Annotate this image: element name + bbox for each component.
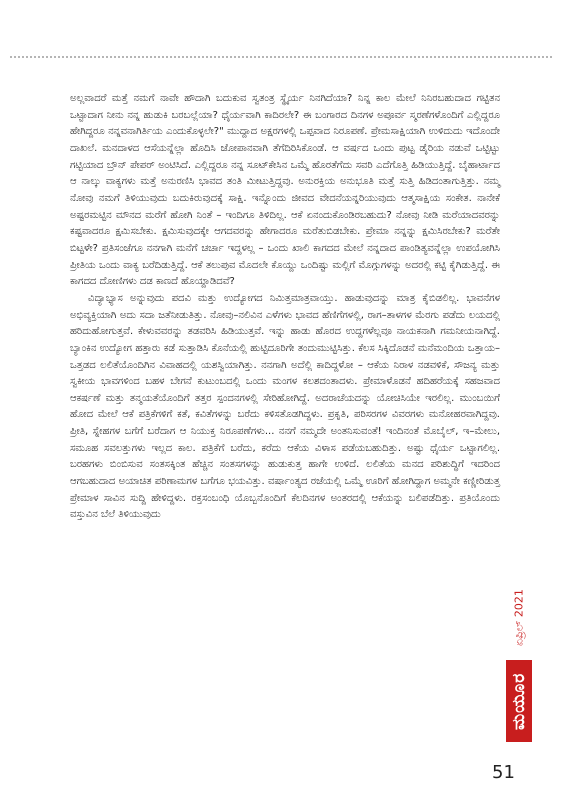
magazine-logo: ಮಯೂರ: [506, 660, 532, 742]
article-body: [70, 91, 500, 524]
issue-date: ಏಪ್ರಿಲ್ 2021: [512, 589, 526, 647]
article-paragraph-1: ಅಲ್ಲವಾದರೆ ಮತ್ತೆ ನಮಗೆ ನಾವೇ ಹೌದಾಗಿ ಬದುಕುವ ಸ್ವತಂತ್ರ ಸ್ಥೈರ್ಯ ನಿನಗಿದೆಯಾ? ನಿನ್ನ ಕಾಲ ಮೇಲೆ ನಿನಿರಬಹುದಾದ ಗಟ್ಟಿತನ ಒಟ್ಟಾದಾಗ ನೀನು ನನ್ನ ಹುಡುಕಿ ಬರಬಲ್ಲೆಯಾ? ಧೈರ್ಯವಾಗಿ ಕಾದಿರಲೇ? ಈ ಬಂಗಾರದ ದಿನಗಳ ಅಪೂರ್ವ ಸ್ಮರಣೆಗಳೊಂದಿಗೆ ಎಲ್ಲಿದ್ದರೂ ಹೇಗಿದ್ದರೂ ನನ್ನವನಾಗಿರ್ತಿಯ ಎಂದುಕೊಳ್ಳಲೇ?" ಮುದ್ದಾದ ಅಕ್ಷರಗಳಲ್ಲಿ ಒಪ್ಪವಾದ ನಿರೂಪಣೆ. ಪ್ರೇಮಸಾಕ್ಷಿಯಾಗಿ ಉಳಿದುದು ಇದೊಂದೇ ದಾಖಲೆ. ಮನದಾಳದ ಆಸೆಯನ್ನೆಲ್ಲಾ ಹೊದಿಸಿ ಜೋಪಾನವಾಗಿ ತೆಗೆದಿರಿಸಿಕೊಂಡೆ. ಆ ವರ್ಷದ ಒಂದು ಪುಟ್ಟ ಡೈರಿಯ ನಡುವೆ ಒಟ್ಟಿಟ್ಟು ಗಟ್ಟಿಯಾದ ಬ್ರೌನ್ ಪೇಪರ್ ಅಂಟಿಸಿದೆ. ಎಲ್ಲಿದ್ದರೂ ನನ್ನ ಸೂಟ್‌ಕೇಸಿನ ಒಮ್ಮೆ ಹೊರತೆಗೆದು ಸವರಿ ಎದೆಗೊತ್ತಿ ಹಿಡಿಯುತ್ತಿದ್ದೆ. ಬೈಹಾರ್ಟಾದ ಆ ನಾಲ್ಕು ವಾಕ್ಯಗಳು ಮತ್ತೆ ಅನುರಣಿಸಿ ಭಾವದ ತಂತಿ ಮೀಟುತ್ತಿದ್ದವು. ಅನುರಕ್ತಿಯ ಅನುಭೂತಿ ಮತ್ತೆ ಸುತ್ತಿ ಹಿಡಿದಂತಾಗುತ್ತಿತ್ತು. ನಮ್ಮ ನೋವು ನಮಗೆ ತಿಳಿಯುವುದು ಬದುಕಿರುವುದಕ್ಕೆ ಸಾಕ್ಷಿ. ಇನ್ನೊಂದು ಜೀವದ ವೇದನೆಯನ್ನರಿಯುವುದು ಆತ್ಮಸಾಕ್ಷಿಯ ಸಂಕೇತ. ನಾನೇಕೆ ಅಷ್ಟರಮಟ್ಟಿನ ಮೌನದ ಮರೆಗೆ ಹೋಗಿ ನಿಂತೆ – ಇಂದಿಗೂ ತಿಳಿದಿಲ್ಲ. ಆಕೆ ಏನಂದುಕೊಂಡಿರಬಹುದು? ನೋವು ನೀಡಿ ಮರೆಯಾದವರನ್ನು ಕಷ್ಟವಾದರೂ ಕ್ಷಮಿಸಬೇಕು. ಕ್ಷಮಿಸುವುದಕ್ಕೇ ಆಗದವರನ್ನು ಹೇಗಾದರೂ ಮರೆತುಬಿಡಬೇಕು. ಪ್ರೇಮಾ ನನ್ನನ್ನು ಕ್ಷಮಿಸಿರಬೇಕು? ಮರೆತೇ ಬಿಟ್ಟಳೇ? ಪ್ರತಿಸಂಜೆಗೂ ನನಗಾಗಿ ಮನೆಗೆ ಚರ್ಚಾ ಇದ್ದಳಲ್ಲ – ಒಂದು ಖಾಲಿ ಕಾಗದದ ಮೇಲೆ ನನ್ನದಾದ ಪಾಂಡಿತ್ಯವನ್ನೆಲ್ಲಾ ಉಪಯೋಗಿಸಿ ಪ್ರೀತಿಯ ಒಂದು ವಾಕ್ಯ ಬರೆದಿಡುತ್ತಿದ್ದೆ. ಆಕೆ ತಲುಪುವ ಮೊದಲೇ ಕೊಯ್ದು ಒಂದಿಷ್ಟು ಮಲ್ಲಿಗೆ ಮೊಗ್ಗುಗಳನ್ನು ಅದರಲ್ಲಿ ಕಟ್ಟಿ ಕೈಗಿಡುತ್ತಿದ್ದೆ. ಈ ಕಾಗದದ ದೋಣಿಗಳು ದಡ ಕಾಣದೆ ಹೊಯ್ದಾಡಿದವೆ?: [70, 93, 500, 288]
page-number: 51: [492, 762, 515, 783]
top-dotted-rule: [10, 56, 552, 58]
article-paragraph-2: ವಿದ್ಯಾಭ್ಯಾಸ ಅನ್ನುವುದು ಪದವಿ ಮತ್ತು ಉದ್ಯೋಗದ ನಿಮಿತ್ತಮಾತ್ರವಾಯ್ತು. ಹಾಡುವುದನ್ನು ಮಾತ್ರ ಕೈಬಿಡಲಿಲ್ಲ. ಭಾವನೆಗಳ ಅಭಿವ್ಯಕ್ತಿಯಾಗಿ ಅದು ಸದಾ ಜತೆನೀಡುತಿತ್ತು. ನೋವು–ನಲಿವಿನ ಎಳೆಗಳು ಭಾವದ ಹೆಣಿಗೆಗಳಲ್ಲಿ, ರಾಗ–ತಾಳಗಳ ಮೆರಗು ಪಡೆದು ಲಯದಲ್ಲಿ ಹರಿದುಹೋಗುತ್ತವೆ. ಕೇಳುವವರನ್ನು ತಡವರಿಸಿ ಹಿಡಿಯುತ್ತವೆ. ಇನ್ನು ಹಾಡು ಹೊರದ ಉದ್ದಗಳೆಲ್ಲವೂ ನಾಯಕನಾಗಿ ಗಮನೀಯನಾಗಿದ್ದೆ. ಬ್ಯಾಂಕಿನ ಉದ್ಯೋಗ ಹತ್ತಾರು ಕಡೆ ಸುತ್ತಾಡಿಸಿ ಕೊನೆಯಲ್ಲಿ ಹುಟ್ಟಿದೂರಿಗೇ ತಂದುಮುಟ್ಟಿಸಿತ್ತು. ಕೆಲಸ ಸಿಕ್ಕಿದೊಡನೆ ಮನೆಮಂದಿಯ ಒತ್ತಾಯ–ಒತ್ತಡದ ಲಲಿತೆಯೊಂದಿಗಿನ ವಿವಾಹದಲ್ಲಿ ಯಶಸ್ವಿಯಾಗಿತ್ತು. ನನಗಾಗಿ ಅದೆಲ್ಲಿ ಕಾದಿದ್ದಳೋ – ಆಕೆಯ ನಿರಾಳ ನಡವಳಿಕೆ, ಸೌಜನ್ಯ ಮತ್ತು ಸ್ವಕೀಯ ಭಾವಗಳಿಂದ ಬಹಳ ಬೇಗನೆ ಕುಟುಂಬದಲ್ಲಿ ಒಂದು ಮಂಗಳ ಕಲಶದಂತಾದಳು. ಪ್ರೇಮಾಳೊಡನೆ ಹದಿಹರೆಯಕ್ಕೆ ಸಹಜವಾದ ಆಕರ್ಷಣೆ ಮತ್ತು ತನ್ಮಯತೆಯೊಂದಿಗೆ ತತ್ತರ ಸ್ಪಂದನಗಳಲ್ಲಿ ಸೇರಿಹೋಗಿದ್ದೆ. ಅದರಾಚೆಯದನ್ನು ಯೋಚಿಸಿಯೇ ಇರಲಿಲ್ಲ. ಮುಂಬಯಿಗೆ ಹೋದ ಮೇಲೆ ಆಕೆ ಪತ್ರಿಕೆಗಳಿಗೆ ಕತೆ, ಕವಿತೆಗಳನ್ನು ಬರೆದು ಕಳಿಸತೊಡಗಿದ್ದಳು. ಪ್ರಕೃತಿ, ಪರಿಸರಗಳ ವಿವರಗಳು ಮನೋಹರವಾಗಿದ್ದವು. ಪ್ರೀತಿ, ಸ್ನೇಹಗಳ ಬಗೆಗೆ ಬರೆದಾಗ ಆ ನಿಯುಕ್ತ ನಿರೂಪಣೆಗಳು... ನನಗೆ ನಮ್ಮದೇ ಅಂತನಿಸುವಂತೆ! ಇಂದಿನಂತೆ ಮೊಬೈಲ್, ಇ–ಮೇಲು, ಸಮೂಹ ಸವಲತ್ತುಗಳು ಇಲ್ಲದ ಕಾಲ. ಪತ್ರಿಕೆಗೆ ಬರೆದು, ಕರೆದು ಆಕೆಯ ವಿಳಾಸ ಪಡೆಯಬಹುದಿತ್ತು. ಅಷ್ಟು ಧೈರ್ಯ ಒಟ್ಟಾಗಲಿಲ್ಲ. ಬರಹಗಳು ಬಿಂಬಿಸುವ ಸಂತಸಕ್ಕಿಂತ ಹೆಚ್ಚಿನ ಸಂತಸಗಳನ್ನು ಹುಡುಕುತ್ತ ಹಾಗೇ ಉಳಿದೆ. ಲಲಿತೆಯ ಮನದ ಪರಿಶುದ್ಧಿಗೆ ಇದರಿಂದ ಆಗಬಹುದಾದ ಅಯಾಚಿತ ಪರಿಣಾಮಗಳ ಬಗೆಗೂ ಭಯವಿತ್ತು. ವರ್ಷಾಂತ್ಯದ ರಜೆಯಲ್ಲಿ ಒಮ್ಮೆ ಊರಿಗೆ ಹೋಗಿದ್ದಾಗ ಅಮ್ಮನೇ ಕಣ್ಣೀರಿಡುತ್ತ ಪ್ರೇಮಾಳ ಸಾವಿನ ಸುದ್ದಿ ಹೇಳಿದ್ದಳು. ರಕ್ತಸಂಬಂಧಿ ಯೊಬ್ಬನೊಂದಿಗೆ ಕೆಲದಿನಗಳ ಅಂತರದಲ್ಲಿ ಆಕೆಯನ್ನು ಬಲಿಪಡೆದಿತ್ತು. ಪ್ರತಿಯೊಂದು ವಸ್ತುವಿನ ಬೆಲೆ ತಿಳಿಯುವುದು: [70, 292, 500, 521]
